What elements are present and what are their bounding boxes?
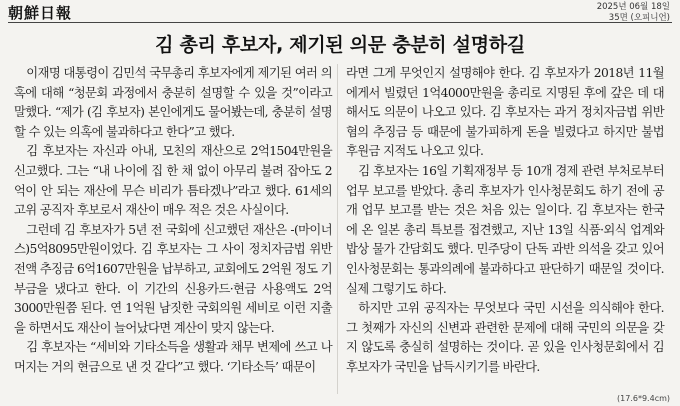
article-column-left (14, 64, 332, 378)
masthead (0, 0, 680, 22)
newspaper-logo: 朝鮮日報 (8, 4, 73, 22)
article-size-note: (17.6*9.4cm) (617, 394, 670, 403)
paragraph: 하지만 고위 공직자는 무엇보다 국민 시선을 의식해야 한다. 그 첫째가 자신의 신변과 관련한 문제에 대해 국민의 의문을 갖지 않도록 충실히 설명하는 것이다. 곧 있을 인사청문회에서 김 후보자가 국민을 납득시키기를 바란다. (346, 301, 664, 374)
paragraph: 김 후보자는 “세비와 기타소득을 생활과 채무 변제에 쓰고 나머지는 거의 현금으로 낸 것 같다”고 했다. ‘기타소득’ 때문이 (14, 340, 332, 374)
paragraph: 라면 그게 무엇인지 설명해야 한다. 김 후보자가 2018년 11월에게서 빌렸던 1억4000만원을 총리로 지명된 후에 갚은 데 대해서도 의문이 나오고 있다. 김 후보자는 과거 정치자금법 위반 혐의 추징금 등 때문에 불가피하게 돈을 빌렸다고 하지만 불법 후원금 지적도 나오고 있다. (346, 66, 664, 159)
issue-date: 2025년 06월 18일 (596, 2, 670, 12)
paragraph: 그런데 김 후보자가 5년 전 국회에 신고했던 재산은 -(마이너스)5억8095만원이었다. 김 후보자는 그 사이 정치자금법 위반 전액 추징금 6억1607만원을 납부하고, 교회에도 2억원 정도 기부금을 냈다고 한다. 이 기간의 신용카드·현금 사용액도 2억3000만원쯤 된다. 연 1억원 남짓한 국회의원 세비로 이런 지출을 하면서도 재산이 늘어났다면 계산이 맞지 않는다. (14, 222, 332, 335)
article-column-right (346, 64, 664, 378)
column-divider (337, 64, 338, 394)
paragraph: 이재명 대통령이 김민석 국무총리 후보자에게 제기된 여러 의혹에 대해 “청문회 과정에서 충분히 설명할 수 있을 것”이라고 말했다. “제가 (김 후보자) 본인에게도 물어봤는데, 충분히 설명할 수 있는 의혹에 불과하다고 한다”고 했다. (14, 66, 332, 139)
article-headline: 김 총리 후보자, 제기된 의문 충분히 설명하길 (155, 34, 525, 56)
page-number: 35면 (오피니언) (608, 13, 670, 23)
issue-meta (597, 2, 670, 24)
paragraph: 김 후보자는 16일 기획재정부 등 10개 경제 관련 부처로부터 업무 보고를 받았다. 총리 후보자가 인사청문회도 하기 전에 공개 업무 보고를 받는 것은 처음 있는 일이다. 김 후보자는 한국에 온 일본 총리 특보를 접견했고, 지난 13일 식품·외식 업계와 밥상 물가 간담회도 했다. 민주당이 단독 과반 의석을 갖고 있어 인사청문회는 통과의례에 불과하다고 판단하기 때문일 것이다. 실제 그렇기도 하다. (346, 163, 664, 296)
paragraph: 김 후보자는 자신과 아내, 모친의 재산으로 2억1504만원을 신고했다. 그는 “내 나이에 집 한 채 없이 아무리 불려 잡아도 2억이 안 되는 재산에 무슨 비리가 틈타겠나”라고 했다. 61세의 고위 공직자 후보로서 재산이 매우 적은 것은 사실이다. (14, 144, 332, 218)
header-rule (8, 22, 672, 23)
